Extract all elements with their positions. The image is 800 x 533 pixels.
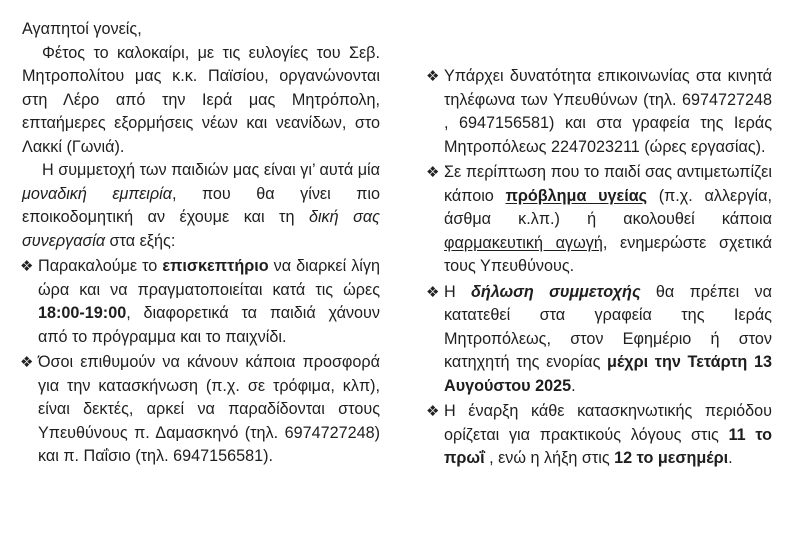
diamond-bullet-icon: ❖ — [426, 283, 440, 301]
participation-text-1: Η συμμετοχή των παιδιών μας είναι γι’ αυτά μία — [42, 161, 380, 179]
schedule-text-3: . — [728, 449, 733, 467]
schedule-text-1: Η έναρξη κάθε κατασκηνωτικής περιόδου ορίζεται για πρακτικούς λόγους στις — [444, 402, 772, 444]
left-column — [22, 18, 380, 469]
participation-text-3: στα εξής: — [105, 231, 176, 250]
bullet-health-text — [444, 161, 772, 279]
schedule-text-2: , ενώ η λήξη στις — [484, 449, 615, 467]
diamond-bullet-icon: ❖ — [426, 68, 440, 85]
diamond-bullet-icon: ❖ — [426, 164, 440, 181]
start-time-emphasis: 11 το πρωΐ — [444, 425, 772, 467]
bullet-declaration — [428, 281, 772, 399]
bullet-donations — [22, 351, 380, 469]
bullet-health — [428, 161, 772, 279]
bullet-schedule-text — [444, 400, 772, 471]
declaration-text-1: Η — [444, 282, 472, 301]
cooperation-emphasis: δική σας συνεργασία — [22, 208, 380, 250]
end-time-emphasis: 12 το μεσημέρι — [614, 449, 729, 467]
visiting-emphasis: επισκεπτήριο — [162, 257, 269, 275]
health-text-2: (π.χ. αλλεργία, άσθμα κ.λπ.) ή ακολουθεί κάποια — [444, 186, 772, 228]
participation-paragraph — [22, 159, 380, 253]
greeting: Αγαπητοί γονείς, — [22, 20, 142, 38]
bullet-contact-text: Υπάρχει δυνατότητα επικοινωνίας στα κινητά τηλέφωνα των Υπευθύνων (τηλ. 6974727248 , 6947156581) και στα γραφεία της Ιεράς Μητροπόλεως 2247023211 (ώρες εργασίας). — [444, 67, 772, 156]
bullet-visiting-text — [38, 255, 380, 349]
diamond-bullet-icon: ❖ — [426, 403, 440, 420]
bullet-donations-text: Όσοι επιθυμούν να κάνουν κάποια προσφορά για την κατασκήνωση (π.χ. σε τρόφιμα, κλπ), είναι δεκτές, αρκεί να παραδίδονται στους Υπευθύνους π. Δαμασκηνό (τηλ. 6974727248) και π. Παΐσιο (τηλ. 6947156581). — [38, 353, 380, 465]
declaration-emphasis: δήλωση συμμετοχής — [471, 282, 641, 301]
diamond-bullet-icon: ❖ — [20, 354, 34, 371]
health-text-3: , ενημερώστε σχετικά τους Υπευθύνους. — [444, 233, 772, 275]
bullet-declaration-text — [444, 281, 772, 399]
unique-experience-emphasis: μοναδική εμπειρία — [22, 184, 172, 203]
bullet-schedule — [428, 400, 772, 471]
diamond-bullet-icon: ❖ — [20, 258, 34, 275]
visiting-hours-emphasis: 18:00-19:00 — [38, 304, 127, 322]
health-text-1: Σε περίπτωση που το παιδί σας αντιμετωπίζει κάποιο — [444, 163, 772, 205]
medication-emphasis: φαρμακευτική αγωγή — [444, 233, 603, 252]
bullet-visiting-hours — [22, 255, 380, 349]
declaration-text-2: θα πρέπει να κατατεθεί στα γραφεία της Ιεράς Μητροπόλεως, στον Εφημέριο ή στον κατηχητή της ενορίας — [444, 282, 772, 371]
declaration-text-3: . — [571, 376, 576, 395]
participation-text-2: , που θα γίνει πιο εποικοδομητική αν έχουμε και τη — [22, 184, 380, 226]
intro-paragraph: Φέτος το καλοκαίρι, με τις ευλογίες του Σεβ. Μητροπολίτου μας κ.κ. Παϊσίου, οργανώνονται στη Λέρο από την Ιερά μας Μητρόπολη, επταήμερες εξορμήσεις νέων και νεανίδων, στο Λακκί (Γωνιά). — [22, 43, 380, 156]
health-problem-emphasis: πρόβλημα υγείας — [505, 186, 648, 205]
deadline-emphasis: μέχρι την Τετάρτη 13 Αυγούστου 2025 — [444, 353, 772, 395]
right-column — [428, 63, 772, 472]
bullet-contact — [428, 65, 772, 159]
visiting-text-3: , διαφορετικά τα παιδιά χάνουν από το πρόγραμμα και το παιχνίδι. — [38, 304, 380, 346]
visiting-text-2: να διαρκεί λίγη ώρα και να πραγματοποιείται κατά τις ώρες — [38, 257, 381, 299]
visiting-text-1: Παρακαλούμε το — [38, 257, 163, 275]
